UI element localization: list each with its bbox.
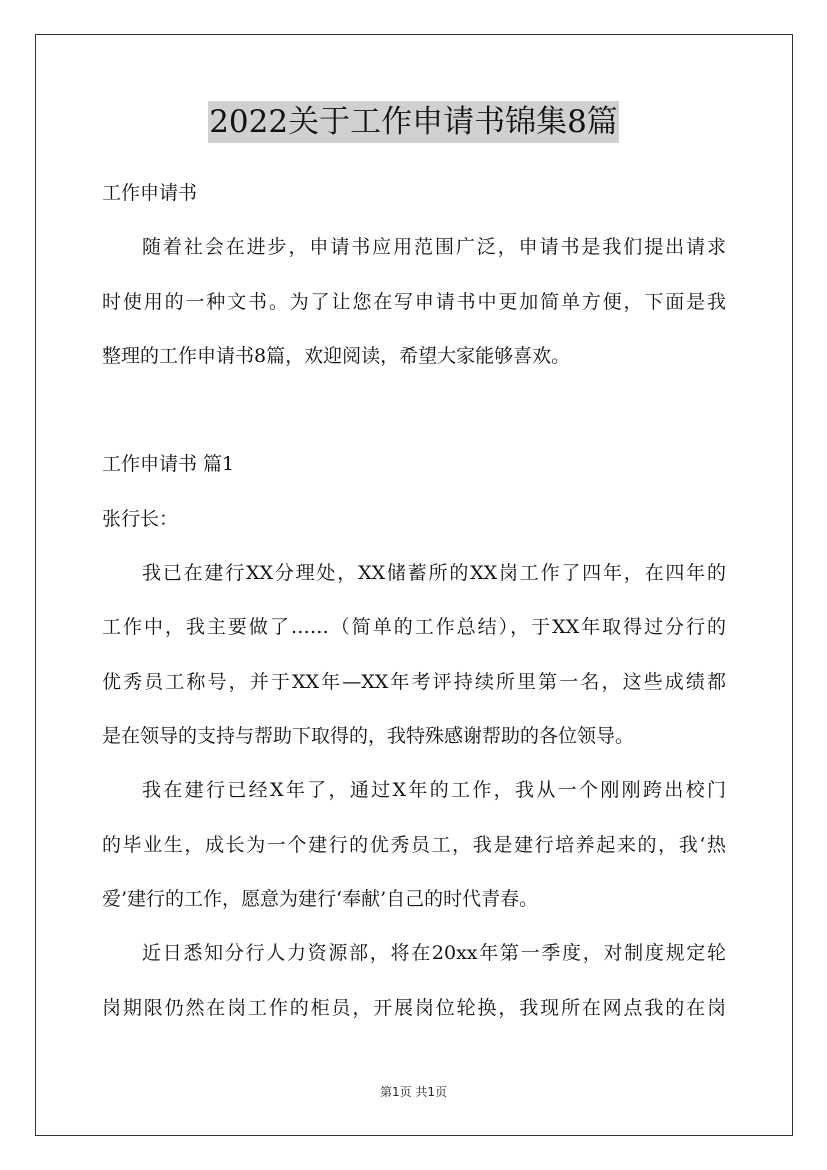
paragraph-line: 整理的工作申请书8篇，欢迎阅读，希望大家能够喜欢。 bbox=[102, 345, 571, 367]
section-heading: 工作申请书 bbox=[102, 182, 198, 204]
paragraph-line: 优秀员工称号，并于XX年—XX年考评持续所里第一名，这些成绩都 bbox=[102, 671, 726, 693]
paragraph-line: 时使用的一种文书。为了让您在写申请书中更加简单方便，下面是我 bbox=[102, 291, 726, 313]
paragraph-line: 近日悉知分行人力资源部，将在20xx年第一季度，对制度规定轮 bbox=[142, 942, 726, 964]
paragraph-line: 的毕业生，成长为一个建行的优秀员工，我是建行培养起来的，我‘热 bbox=[102, 834, 726, 856]
section-heading: 工作申请书 篇1 bbox=[102, 453, 235, 475]
paragraph-line: 随着社会在进步，申请书应用范围广泛，申请书是我们提出请求 bbox=[142, 236, 726, 258]
title-container bbox=[0, 101, 827, 143]
paragraph-line: 我已在建行XX分理处，XX储蓄所的XX岗工作了四年，在四年的 bbox=[142, 562, 726, 584]
page-footer: 第1页 共1页 bbox=[379, 1085, 448, 1099]
paragraph-line: 是在领导的支持与帮助下取得的，我特殊感谢帮助的各位领导。 bbox=[102, 725, 635, 747]
paragraph-line: 我在建行已经X年了，通过X年的工作，我从一个刚刚跨出校门 bbox=[142, 779, 726, 801]
paragraph-line: 爱’建行的工作，愿意为建行‘奉献’自己的时代青春。 bbox=[102, 888, 539, 910]
paragraph-line: 工作中，我主要做了……（简单的工作总结），于XX年取得过分行的 bbox=[102, 616, 726, 638]
paragraph-line: 岗期限仍然在岗工作的柜员，开展岗位轮换，我现所在网点我的在岗 bbox=[102, 997, 726, 1019]
salutation: 张行长： bbox=[102, 508, 179, 530]
document-title: 2022关于工作申请书锦集8篇 bbox=[208, 101, 619, 143]
